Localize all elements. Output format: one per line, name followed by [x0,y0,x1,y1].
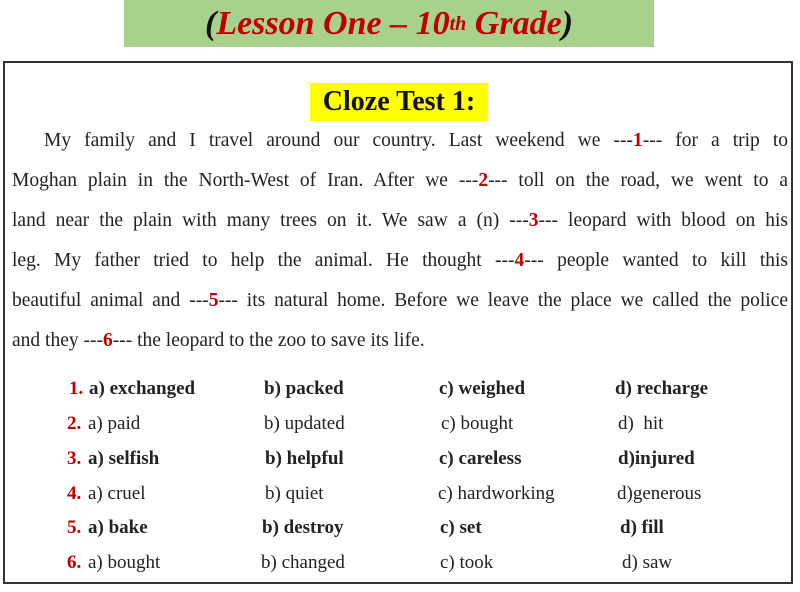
close-paren: ) [561,4,574,42]
option-a: a) selfish [88,448,160,469]
blank-number: 6 [102,330,113,351]
passage-line: Moghan plain in the North-West of Iran. After we ---2--- toll on the road, we went to a [12,170,789,191]
option-c: c) took [440,552,494,573]
question-row [0,378,800,406]
question-number: 3. [67,448,82,469]
option-b: b) changed [261,552,345,573]
blank-number: 3 [528,210,539,231]
question-row [0,413,800,441]
option-a: a) cruel [88,483,146,504]
blank-number: 1 [632,130,643,151]
question-row [0,483,800,511]
option-a: a) bought [88,552,161,573]
question-number: 5. [67,517,82,538]
question-number: 6. [67,552,82,573]
option-c: c) bought [441,413,514,434]
passage-line: land near the plain with many trees on it. We saw a (n) ---3--- leopard with blood on his [12,210,789,231]
lesson-title-suffix: Grade [466,4,562,42]
option-c: c) weighed [439,378,526,399]
option-d: d) hit [618,413,664,434]
question-row [0,448,800,476]
open-paren: ( [204,4,217,42]
passage-line: My family and I travel around our country. Last weekend we ---1--- for a trip to [44,130,789,151]
option-b: b) quiet [265,483,324,504]
option-d: d) recharge [615,378,709,399]
option-a: a) bake [88,517,148,538]
option-c: c) set [440,517,482,538]
option-c: c) hardworking [438,483,555,504]
option-b: b) helpful [265,448,344,469]
blank-number: 2 [478,170,489,191]
passage-line: beautiful animal and ---5--- its natural home. Before we leave the place we called the police [12,290,788,311]
option-c: c) careless [439,448,522,469]
lesson-title-prefix: Lesson One – 10 [216,4,450,42]
option-b: b) updated [264,413,345,434]
option-d: d) saw [622,552,673,573]
option-b: b) destroy [262,517,344,538]
cloze-test-title: Cloze Test 1: [310,83,488,121]
passage-line: and they ---6--- the leopard to the zoo to save its life. [12,330,425,351]
passage [12,121,788,361]
option-b: b) packed [264,378,344,399]
question-row [0,517,800,545]
lesson-title-banner: ( Lesson One – 10 th Grade ) [124,0,654,47]
option-d: d)generous [617,483,702,504]
option-a: a) exchanged [89,378,196,399]
question-number: 2. [67,413,82,434]
blank-number: 5 [208,290,219,311]
question-number: 4. [67,483,82,504]
passage-line: leg. My father tried to help the animal. He thought ---4--- people wanted to kill this [12,250,788,271]
question-number: 1. [69,378,84,399]
option-d: d) fill [620,517,664,538]
option-a: a) paid [88,413,141,434]
blank-number: 4 [514,250,525,271]
question-row [0,552,800,580]
option-d: d)injured [618,448,695,469]
